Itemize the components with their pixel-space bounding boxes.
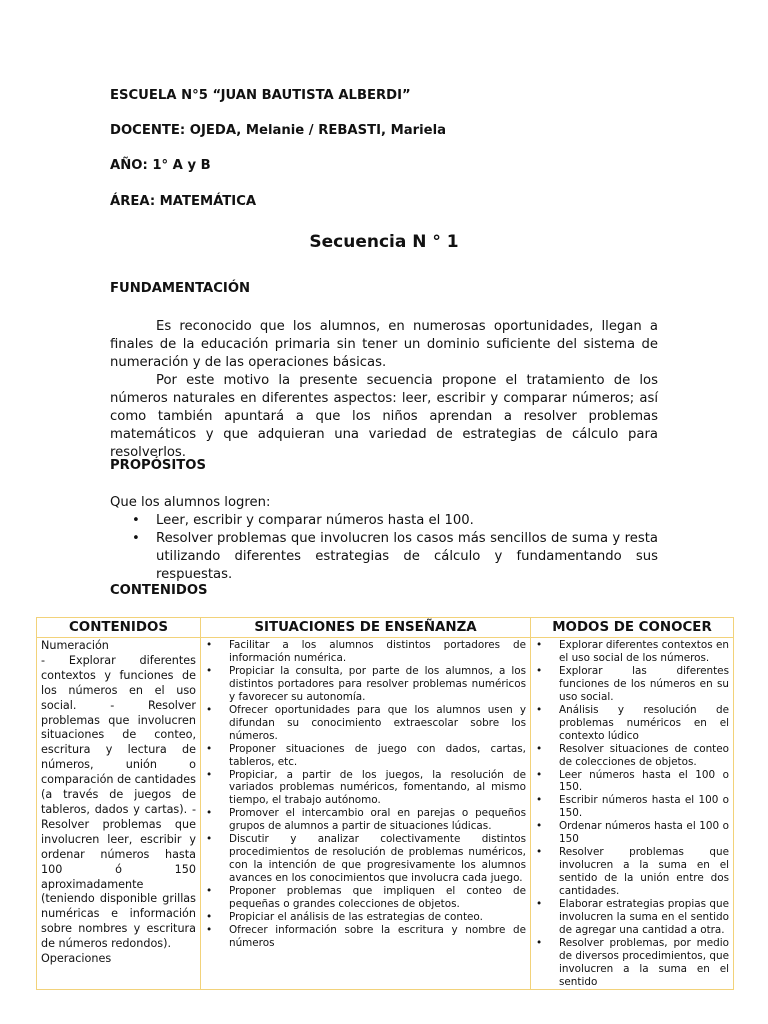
list-item: • Escribir números hasta el 100 o 150.: [536, 794, 729, 820]
column-header-situaciones: SITUACIONES DE ENSEÑANZA: [201, 618, 531, 638]
bullet-icon: •: [536, 898, 543, 911]
column-header-modos: MODOS DE CONOCER: [531, 618, 734, 638]
contenidos-first: Numeración: [41, 639, 109, 652]
list-item: • Explorar las diferentes funciones de los números en su uso social.: [536, 664, 729, 703]
school-name: ESCUELA N°5 “JUAN BAUTISTA ALBERDI”: [110, 88, 411, 103]
propositos-list: [110, 494, 658, 584]
list-item: • Proponer situaciones de juego con dados, cartas, tableros, etc.: [206, 742, 526, 768]
bullet-icon: •: [132, 513, 140, 528]
area-line: ÁREA: MATEMÁTICA: [110, 194, 257, 209]
bullet-icon: •: [536, 794, 543, 807]
modos-cell: [531, 638, 734, 990]
list-item: • Ofrecer información sobre la escritura y nombre de números: [206, 923, 526, 949]
list-item: • Explorar diferentes contextos en el uso social de los números.: [536, 639, 729, 664]
fundamentacion-text: [110, 318, 658, 462]
contenidos-last: Operaciones: [41, 952, 112, 966]
year-line: AÑO: 1° A y B: [110, 158, 211, 173]
bullet-icon: •: [206, 807, 213, 820]
page-title: Secuencia N ° 1: [309, 232, 459, 252]
bullet-icon: •: [536, 820, 543, 833]
list-item: • Discutir y analizar colectivamente distintos procedimientos de resolución de problemas numéricos, con la intención de que progresivamente los alumnos avances en los conocimientos que involucra cada juego.: [206, 833, 526, 885]
list-item: • Propiciar la consulta, por parte de los alumnos, a los distintos portadores para resolver problemas numéricos y favorecer su autonomía.: [206, 664, 526, 703]
propositos-intro: Que los alumnos logren:: [110, 495, 271, 510]
bullet-icon: •: [206, 923, 213, 936]
list-item: • Propiciar, a partir de los juegos, la resolución de variados problemas numéricos, fomentando, al mismo tiempo, el trabajo autónomo.: [206, 768, 526, 807]
list-item: • Resolver problemas que involucren los casos más sencillos de suma y resta utilizando diferentes estrategias de cálculo y fundamentando sus respuestas.: [132, 531, 658, 582]
fundamentacion-heading: FUNDAMENTACIÓN: [110, 281, 251, 296]
bullet-icon: •: [536, 703, 543, 716]
bullet-icon: •: [206, 703, 213, 716]
bullet-icon: •: [536, 664, 543, 677]
contenidos-heading: CONTENIDOS: [110, 583, 208, 598]
bullet-icon: •: [206, 885, 213, 898]
bullet-icon: •: [536, 936, 543, 949]
list-item: • Leer, escribir y comparar números hasta el 100.: [132, 513, 474, 528]
list-item: • Resolver situaciones de conteo de colecciones de objetos.: [536, 742, 729, 768]
bullet-icon: •: [206, 768, 213, 781]
bullet-icon: •: [536, 639, 543, 651]
list-item: • Resolver problemas que involucren a la suma en el sentido de la unión entre dos cantidades.: [536, 846, 729, 898]
list-item: • Facilitar a los alumnos distintos portadores de información numérica.: [206, 639, 526, 664]
list-item: • Promover el intercambio oral en parejas o pequeños grupos de alumnos a partir de situaciones lúdicas.: [206, 807, 526, 833]
list-item: • Ofrecer oportunidades para que los alumnos usen y difundan su conocimiento extraescolar sobre los números.: [206, 703, 526, 742]
list-item: • Resolver problemas, por medio de diversos procedimientos, que involucren a la suma en el sentido: [536, 936, 729, 988]
bullet-icon: •: [132, 531, 140, 546]
situaciones-cell: [201, 638, 531, 990]
list-item: • Proponer problemas que impliquen el conteo de pequeñas o grandes colecciones de objetos.: [206, 885, 526, 911]
bullet-icon: •: [536, 768, 543, 781]
contenidos-table: [36, 617, 734, 990]
column-header-contenidos: CONTENIDOS: [37, 618, 201, 638]
bullet-icon: •: [536, 742, 543, 755]
contenidos-cell: [37, 638, 201, 990]
bullet-icon: •: [536, 846, 543, 859]
bullet-icon: •: [206, 664, 213, 677]
list-item: • Propiciar el análisis de las estrategias de conteo.: [206, 911, 483, 924]
list-item: • Leer números hasta el 100 o 150.: [536, 768, 729, 794]
bullet-icon: •: [206, 911, 213, 924]
list-item: • Ordenar números hasta el 100 o 150: [536, 820, 729, 846]
propositos-heading: PROPÓSITOS: [110, 458, 207, 473]
fundamentacion-paragraph: Es reconocido que los alumnos, en numerosas oportunidades, llegan a finales de la educación primaria sin tener un dominio suficiente del sistema de numeración y de las operaciones básicas.: [110, 319, 658, 370]
bullet-icon: •: [206, 833, 213, 846]
teacher-line: DOCENTE: OJEDA, Melanie / REBASTI, Mariela: [110, 123, 447, 138]
bullet-icon: •: [206, 639, 213, 651]
fundamentacion-paragraph: Por este motivo la presente secuencia propone el tratamiento de los números naturales en diferentes aspectos: leer, escribir y comparar números; así como también apuntará a que los niños aprendan a resolver problemas matemáticos y que adquieran una variedad de estrategias de cálculo para resolverlos.: [110, 373, 658, 460]
bullet-icon: •: [206, 742, 213, 755]
list-item: • Elaborar estrategias propias que involucren la suma en el sentido de agregar una cantidad a otra.: [536, 898, 729, 936]
list-item: • Análisis y resolución de problemas numéricos en el contexto lúdico: [536, 703, 729, 742]
contenidos-body: - Explorar diferentes contextos y funciones de los números en el uso social. - Resolver problemas que involucren situaciones de conteo, escritura y lectura de números, unión o comparación de cantidades (a través de juegos de tableros, dados y cartas). - Resolver problemas que involucren leer, escribir y ordenar números hasta 100 ó 150 aproximadamente (teniendo disponible grillas numéricas e información sobre nombres y escritura de números redondos).: [41, 653, 196, 951]
